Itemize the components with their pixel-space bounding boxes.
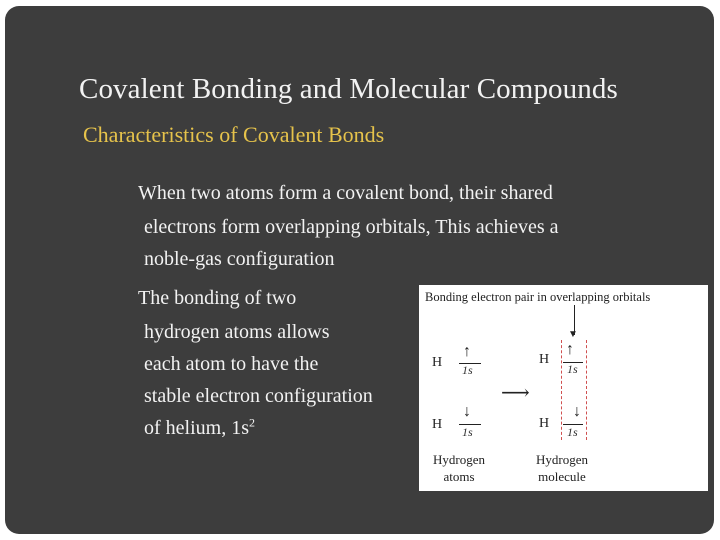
spin-up-arrow-icon: ↑ [566, 341, 574, 358]
main-bullet-text: Characteristics of Covalent Bonds [83, 122, 385, 147]
sub-bullet-2-line1: The bonding of two [138, 287, 297, 309]
orbital-label-3: 1s [567, 362, 578, 376]
sub-bullet-1-line1: When two atoms form a covalent bond, their shared [138, 182, 553, 204]
spin-down-arrow-icon: ↓ [573, 403, 581, 420]
hydrogen-molecule-label-line2: molecule [538, 469, 586, 484]
spin-down-arrow-icon: ↓ [463, 403, 471, 420]
h-label-molecule-2: H [539, 416, 550, 431]
main-bullet [83, 122, 384, 148]
caption-pointer-arrowhead-icon: ▼ [568, 329, 578, 340]
superscript-2: 2 [249, 415, 255, 430]
sub-bullet-1-line3: noble-gas configuration [144, 248, 335, 270]
sub-bullet-2-line3: each atom to have the [144, 353, 319, 375]
spin-up-arrow-icon: ↑ [463, 343, 471, 360]
h-label-molecule-1: H [539, 352, 550, 367]
sub-bullet-1 [138, 177, 668, 275]
h-label-atom-1: H [432, 355, 443, 370]
sub-bullet-2 [138, 282, 423, 444]
h-label-atom-2: H [432, 417, 443, 432]
sub-bullet-2-line5: of helium, 1s [144, 417, 249, 439]
orbital-label-4: 1s [567, 425, 578, 439]
sub-bullet-2-line4: stable electron configuration [144, 385, 373, 407]
sub-bullet-2-line2: hydrogen atoms allows [144, 321, 330, 343]
reaction-arrow-icon: ⟶ [501, 382, 530, 404]
hydrogen-bonding-diagram [419, 285, 708, 491]
hydrogen-molecule-label [527, 451, 597, 485]
sub-bullet-1-line2: electrons form overlapping orbitals, This achieves a [144, 216, 559, 238]
orbital-label-1: 1s [462, 363, 473, 377]
hydrogen-atoms-label [424, 451, 494, 485]
diagram-caption: Bonding electron pair in overlapping orbitals [425, 290, 651, 304]
hydrogen-atoms-label-line2: atoms [443, 469, 475, 484]
slide-title: Covalent Bonding and Molecular Compounds [79, 73, 618, 105]
hydrogen-molecule-label-line1: Hydrogen [536, 452, 588, 467]
hydrogen-atoms-label-line1: Hydrogen [433, 452, 485, 467]
orbital-label-2: 1s [462, 425, 473, 439]
